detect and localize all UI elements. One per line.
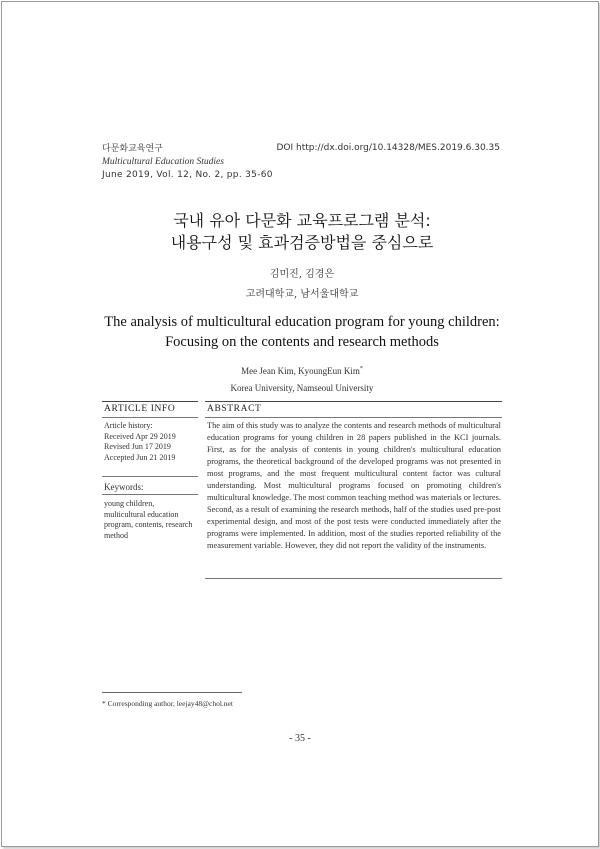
page-number: - 35 - [289,733,311,744]
journal-name-english: Multicultural Education Studies [102,157,224,167]
abstract-top-rule [205,401,502,402]
history-label: Article history: [104,421,153,430]
english-author-names: Mee Jean Kim, KyoungEun Kim [241,366,360,376]
english-title-line-1: The analysis of multicultural education program for young children: [104,314,500,330]
issue-info: June 2019, Vol. 12, No. 2, pp. 35-60 [102,170,273,180]
abstract-heading: ABSTRACT [207,404,262,414]
korean-affiliations: 고려대학교, 남서울대학교 [245,289,359,300]
journal-name-korean: 다문화교육연구 [102,144,163,154]
keywords-label: Keywords: [104,482,144,492]
corresponding-author-footnote: * Corresponding author, leejay48@chol.net [102,699,233,708]
accepted-date: Accepted Jun 21 2019 [104,452,176,462]
revised-date: Revised Jun 17 2019 [104,442,171,451]
article-info-heading: ARTICLE INFO [104,404,176,414]
korean-title-line-1: 국내 유아 다문화 교육프로그램 분석: [173,211,431,230]
english-authors [102,361,502,397]
article-history [104,421,196,463]
korean-title-line-2: 내용구성 및 효과검증방법을 중심으로 [170,233,434,252]
abstract-body: The aim of this study was to analyze the contents and research methods of multicultural education programs for young children in 28 papers published in the KCI journals. First, as for the analysis of contents in young children's multicultural education programs, the theoretical background of the developed programs was not presented in most programs, and the most frequent multicultural content factor was cultural understanding. Most multicultural programs focused on promoting children's multicultural knowledge. The most common teaching method was materials or lectures. Second, as a result of examining the research methods, half of the studies used pre-post experimental design, and most of the post tests were conducted immediately after the programs were implemented. In addition, most of the studies reported reliability of the measurement variable. However, they did not report the validity of the instruments. [207,421,501,550]
article-info-heading-rule [102,417,198,418]
doi-link[interactable]: DOI http://dx.doi.org/10.14328/MES.2019.6.30.35 [276,143,500,153]
english-title [102,312,502,352]
paper-page [1,1,599,847]
keywords-list: young children, multicultural education program, contents, research method [104,499,193,540]
english-affiliations: Korea University, Namseoul University [230,383,374,393]
abstract-heading-rule [205,417,502,418]
korean-authors [102,265,502,305]
english-title-line-2: Focusing on the contents and research methods [165,334,439,350]
received-date: Received Apr 29 2019 [104,431,176,441]
article-info-top-rule [102,401,198,402]
journal-header [102,143,273,182]
english-author-line [102,361,502,380]
korean-title [102,210,502,254]
corresponding-author-mark: * [359,366,363,372]
korean-author-names: 김미진, 김경은 [269,269,335,280]
keywords-rule [102,476,198,477]
keywords-label-rule [102,494,198,495]
abstract-bottom-rule [205,578,502,579]
footnote-rule [102,692,242,693]
